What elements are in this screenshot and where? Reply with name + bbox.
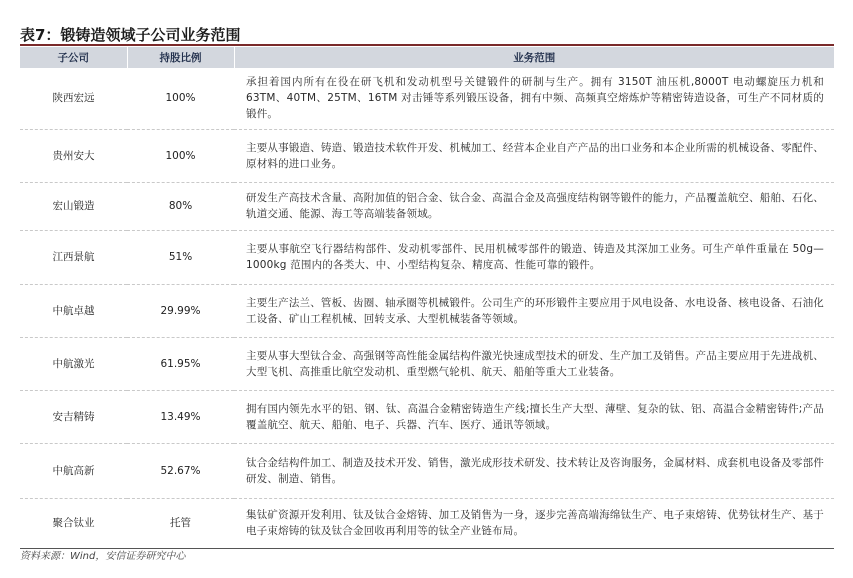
stake-percent: 100% [127,129,234,182]
stake-percent: 52.67% [127,443,234,498]
table-row [20,498,834,548]
stake-percent: 80% [127,182,234,230]
table-row [20,337,834,390]
business-scope: 钛合金结构件加工、制造及技术开发、销售，激光成形技术研发、技术转让及咨询服务，金属材料、成套机电设备及零部件研发、制造、销售。 [234,443,834,498]
business-scope: 主要从事锻造、铸造、锻造技术软件开发、机械加工、经营本企业自产产品的出口业务和本企业所需的机械设备、零配件、原材料的进口业务。 [234,129,834,182]
stake-percent: 13.49% [127,390,234,443]
stake-percent: 61.95% [127,337,234,390]
subsidiary-name: 中航卓越 [20,284,127,337]
business-scope: 拥有国内领先水平的铝、钢、钛、高温合金精密铸造生产线;擅长生产大型、薄壁、复杂的钛、铝、高温合金精密铸件;产品覆盖航空、航天、船舶、电子、兵器、汽车、医疗、通讯等领域。 [234,390,834,443]
table-header-row [20,47,834,68]
table-title: 表7：锻铸造领域子公司业务范围 [20,26,241,44]
business-scope: 主要从事航空飞行器结构部件、发动机零部件、民用机械零部件的锻造、铸造及其深加工业务。可生产单件重量在 50g—1000kg 范围内的各类大、中、小型结构复杂、精度高、性能可靠的锻件。 [234,230,834,284]
table-row [20,284,834,337]
subsidiary-name: 安吉精铸 [20,390,127,443]
header-subsidiary: 子公司 [20,47,127,68]
subsidiary-name: 江西景航 [20,230,127,284]
subsidiary-scope-table [20,47,834,549]
table-row [20,390,834,443]
stake-percent: 51% [127,230,234,284]
table-row [20,68,834,129]
title-rule [20,44,834,46]
subsidiary-name: 陕西宏远 [20,68,127,129]
table-row [20,129,834,182]
business-scope: 主要生产法兰、管板、齿圈、轴承圈等机械锻件。公司生产的环形锻件主要应用于风电设备、水电设备、核电设备、石油化工设备、矿山工程机械、回转支承、大型机械装备等领域。 [234,284,834,337]
table-row [20,443,834,498]
table-row [20,230,834,284]
stake-percent: 100% [127,68,234,129]
subsidiary-name: 贵州安大 [20,129,127,182]
source-note: 资料来源：Wind，安信证券研究中心 [20,551,186,562]
business-scope: 研发生产高技术含量、高附加值的铝合金、钛合金、高温合金及高强度结构钢等锻件的能力，产品覆盖航空、船舶、石化、轨道交通、能源、海工等高端装备领域。 [234,182,834,230]
stake-percent: 托管 [127,498,234,548]
stake-percent: 29.99% [127,284,234,337]
business-scope: 集钛矿资源开发利用、钛及钛合金熔铸、加工及销售为一身，逐步完善高端海绵钛生产、电子束熔铸、优势钛材生产、基于电子束熔铸的钛及钛合金回收再利用等的钛全产业链布局。 [234,498,834,548]
subsidiary-name: 中航激光 [20,337,127,390]
header-business-scope: 业务范围 [234,47,834,68]
subsidiary-name: 宏山锻造 [20,182,127,230]
table-row [20,182,834,230]
subsidiary-name: 聚合钛业 [20,498,127,548]
subsidiary-name: 中航高新 [20,443,127,498]
header-stake: 持股比例 [127,47,234,68]
business-scope: 主要从事大型钛合金、高强钢等高性能金属结构件激光快速成型技术的研发、生产加工及销售。产品主要应用于先进战机、大型飞机、高推重比航空发动机、重型燃气轮机、航天、船舶等重大工业装备。 [234,337,834,390]
business-scope: 承担着国内所有在役在研飞机和发动机型号关键锻件的研制与生产。拥有 3150T 油压机,8000T 电动螺旋压力机和 63TM、40TM、25TM、16TM 对击锤等系列锻压设备，拥有中频、高频真空熔炼炉等精密铸造设备，可生产不同材质的锻件。 [234,68,834,129]
